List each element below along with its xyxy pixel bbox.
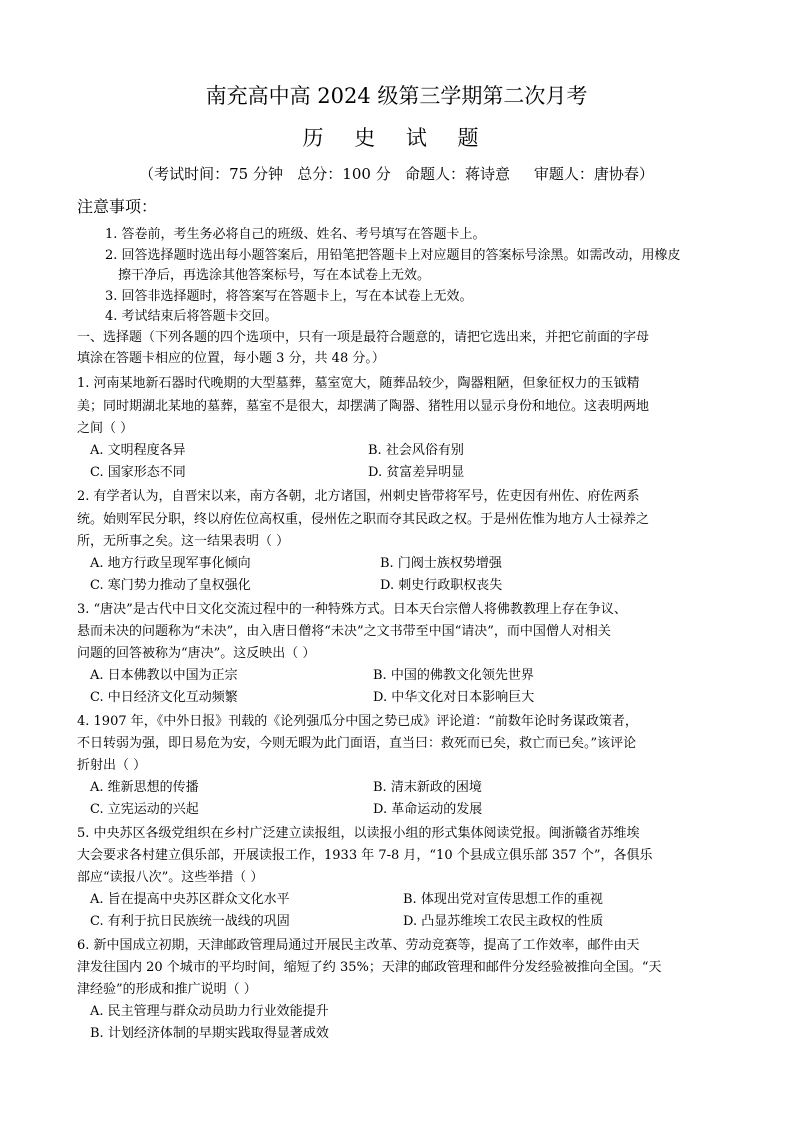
question-1-option-c[interactable]: C. 国家形态不同 <box>90 465 186 480</box>
notice-item-4: 4. 考试结束后将答题卡交回。 <box>105 309 278 324</box>
section-header: 一、选择题（下列各题的四个选项中，只有一项是最符合题意的，请把它选出来，并把它前面的字母 <box>77 330 650 345</box>
question-1-option-a[interactable]: A. 文明程度各异 <box>90 443 186 458</box>
question-5-line-1: 5. 中央苏区各级党组织在乡村广泛建立读报组，以读报小组的形式集体阅读党报。闽浙赣省苏维埃 <box>77 826 640 841</box>
question-2-line-2: 统。始则军民分职，终以府佐位高权重，侵州佐之职而夺其民政之权。于是州佐惟为地方人士禄养之 <box>77 512 650 527</box>
notice-title: 注意事项： <box>77 197 158 216</box>
question-2-option-c[interactable]: C. 寒门势力推动了皇权强化 <box>90 578 251 593</box>
question-1-option-b[interactable]: B. 社会风俗有别 <box>368 443 464 458</box>
question-4-line-3: 折射出（ ） <box>77 758 147 773</box>
question-4-option-a[interactable]: A. 维新思想的传播 <box>90 780 199 795</box>
question-3-option-a[interactable]: A. 日本佛教以中国为正宗 <box>90 668 238 683</box>
section-header-cont: 填涂在答题卡相应的位置，每小题 3 分，共 48 分。） <box>77 351 385 366</box>
question-2-line-1: 2. 有学者认为，自晋宋以来，南方各朝，北方诸国，州刺史皆带将军号，佐吏因有州佐、府佐两系 <box>77 489 640 504</box>
question-5-line-3: 部应“读报八次”。这些举措（ ） <box>77 870 264 885</box>
question-2-option-d[interactable]: D. 刺史行政职权丧失 <box>380 578 503 593</box>
notice-item-3: 3. 回答非选择题时，将答案写在答题卡上，写在本试卷上无效。 <box>105 289 473 304</box>
question-6-option-b[interactable]: B. 计划经济体制的早期实践取得显著成效 <box>90 1026 329 1041</box>
question-6-line-3: 津经验”的形成和推广说明（ ） <box>77 982 257 997</box>
question-6-line-2: 津发往国内 20 个城市的平均时间，缩短了约 35%；天津的邮政管理和邮件分发经验被推向全国。“天 <box>77 960 662 975</box>
exam-title: 南充高中高 2024 级第三学期第二次月考 <box>205 84 588 108</box>
question-6-option-a[interactable]: A. 民主管理与群众动员助力行业效能提升 <box>90 1004 329 1019</box>
question-3-line-1: 3. “唐决”是古代中日文化交流过程中的一种特殊方式。日本天台宗僧人将佛教教理上存在争议、 <box>77 602 627 617</box>
notice-item-2: 2. 回答选择题时选出每小题答案后，用铅笔把答题卡上对应题目的答案标号涂黑。如需改动，用橡皮 <box>105 248 681 263</box>
question-5-option-b[interactable]: B. 体现出党对宣传思想工作的重视 <box>403 892 603 907</box>
question-3-option-d[interactable]: D. 中华文化对日本影响巨大 <box>373 690 535 705</box>
question-5-option-d[interactable]: D. 凸显苏维埃工农民主政权的性质 <box>403 914 604 929</box>
question-2-option-a[interactable]: A. 地方行政呈现军事化倾向 <box>90 556 251 571</box>
question-4-line-2: 不日转弱为强，即日易危为安，今则无暇为此门面语，直当曰：救死而已矣，救亡而已矣。”该评论 <box>77 736 637 751</box>
notice-item-1: 1. 答卷前，考生务必将自己的班级、姓名、考号填写在答题卡上。 <box>105 227 486 242</box>
notice-item-2-cont: 擦干净后，再选涂其他答案标号，写在本试卷上无效。 <box>118 268 431 283</box>
question-3-line-2: 悬而未决的问题称为“未决”，由入唐日僧将“未决”之文书带至中国“请决”，而中国僧人对相关 <box>77 624 611 639</box>
question-3-line-3: 问题的回答被称为“唐决”。这反映出（ ） <box>77 646 316 661</box>
question-1-line-2: 美；同时期湖北某地的墓葬，墓室不是很大，却摆满了陶器、猪牲用以显示身份和地位。这表明两地 <box>77 399 650 414</box>
question-3-option-b[interactable]: B. 中国的佛教文化领先世界 <box>373 668 534 683</box>
question-5-option-a[interactable]: A. 旨在提高中央苏区群众文化水平 <box>90 892 290 907</box>
question-5-line-2: 大会要求各村建立俱乐部，开展读报工作，1933 年 7-8 月，“10 个县成立俱乐部 357 个”，各俱乐 <box>77 848 653 863</box>
question-5-option-c[interactable]: C. 有利于抗日民族统一战线的巩固 <box>90 914 290 929</box>
question-4-option-b[interactable]: B. 清末新政的困境 <box>373 780 482 795</box>
exam-meta-info: （考试时间：75 分钟 总分：100 分 命题人：蒋诗意 审题人：唐协春） <box>139 165 654 183</box>
exam-subtitle: 历 史 试 题 <box>302 126 491 150</box>
question-6-line-1: 6. 新中国成立初期，天津邮政管理局通过开展民主改革、劳动竞赛等，提高了工作效率，邮件由天 <box>77 938 640 953</box>
question-4-line-1: 4. 1907 年，《中外日报》刊载的《论列强瓜分中国之势已成》评论道：“前数年论时务谋政策者， <box>77 714 638 729</box>
question-2-line-3: 所，无所事之矣。这一结果表明（ ） <box>77 534 290 549</box>
question-3-option-c[interactable]: C. 中日经济文化互动频繁 <box>90 690 238 705</box>
question-1-line-1: 1. 河南某地新石器时代晚期的大型墓葬，墓室宽大，随葬品较少，陶器粗陋，但象征权力的玉钺精 <box>77 376 640 391</box>
question-4-option-d[interactable]: D. 革命运动的发展 <box>373 802 483 817</box>
question-1-line-3: 之间（ ） <box>77 421 134 436</box>
question-2-option-b[interactable]: B. 门阀士族权势增强 <box>380 556 502 571</box>
question-1-option-d[interactable]: D. 贫富差异明显 <box>368 465 465 480</box>
question-4-option-c[interactable]: C. 立宪运动的兴起 <box>90 802 199 817</box>
